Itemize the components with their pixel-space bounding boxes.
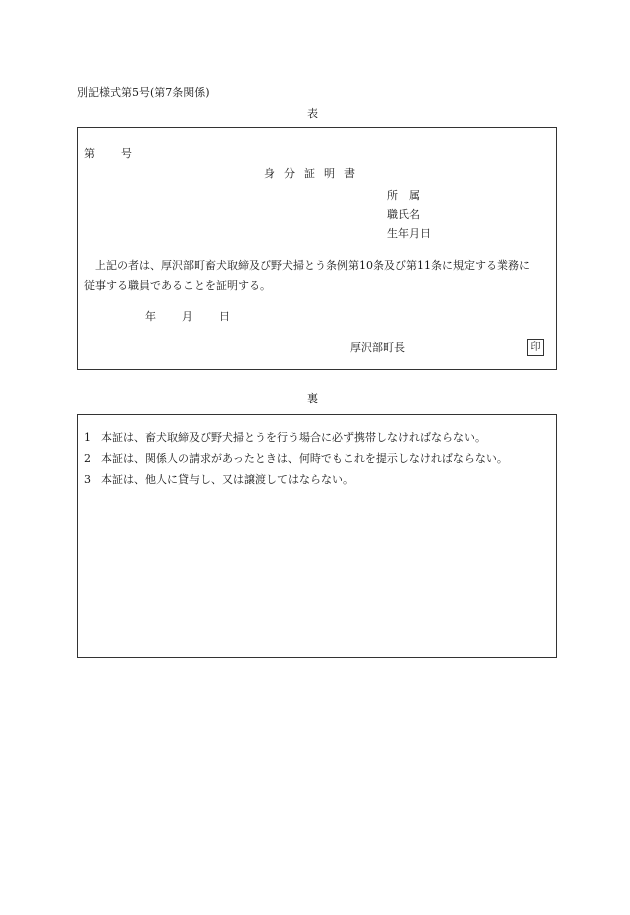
note-number: 1: [84, 431, 91, 444]
body-line-1: 上記の者は、厚沢部町畜犬取締及び野犬掃とう条例第10条及び第11条に規定する業務に: [95, 259, 530, 272]
note-number: 2: [84, 452, 91, 465]
seal-mark: 印: [527, 339, 544, 356]
date-month: 月: [182, 310, 193, 323]
note-text: 本証は、他人に貸与し、又は譲渡してはならない。: [101, 473, 354, 486]
form-label: 別記様式第5号(第7条関係): [77, 86, 210, 99]
note-item-2: [84, 453, 508, 464]
field-position-name: 職氏名: [387, 208, 420, 221]
back-notes-box: [77, 414, 557, 658]
front-heading: 表: [307, 107, 318, 120]
body-line-2: 従事する職員であることを証明する。: [84, 279, 271, 292]
issuer-name: 厚沢部町長: [350, 341, 405, 354]
note-number: 3: [84, 473, 91, 486]
number-line: [84, 148, 132, 159]
certificate-title: 身分証明書: [264, 167, 364, 180]
date-day: 日: [219, 310, 230, 323]
note-item-1: [84, 432, 486, 443]
front-certificate-box: [77, 127, 557, 370]
note-item-3: [84, 474, 354, 485]
back-heading: 裏: [307, 392, 318, 405]
field-affiliation: 所 属: [387, 189, 420, 202]
note-text: 本証は、関係人の請求があったときは、何時でもこれを提示しなければならない。: [101, 452, 508, 465]
field-birthdate: 生年月日: [387, 227, 431, 240]
number-suffix: 号: [121, 147, 132, 160]
date-year: 年: [145, 310, 156, 323]
number-prefix: 第: [84, 147, 95, 160]
note-text: 本証は、畜犬取締及び野犬掃とうを行う場合に必ず携帯しなければならない。: [101, 431, 486, 444]
date-line: [145, 311, 230, 322]
